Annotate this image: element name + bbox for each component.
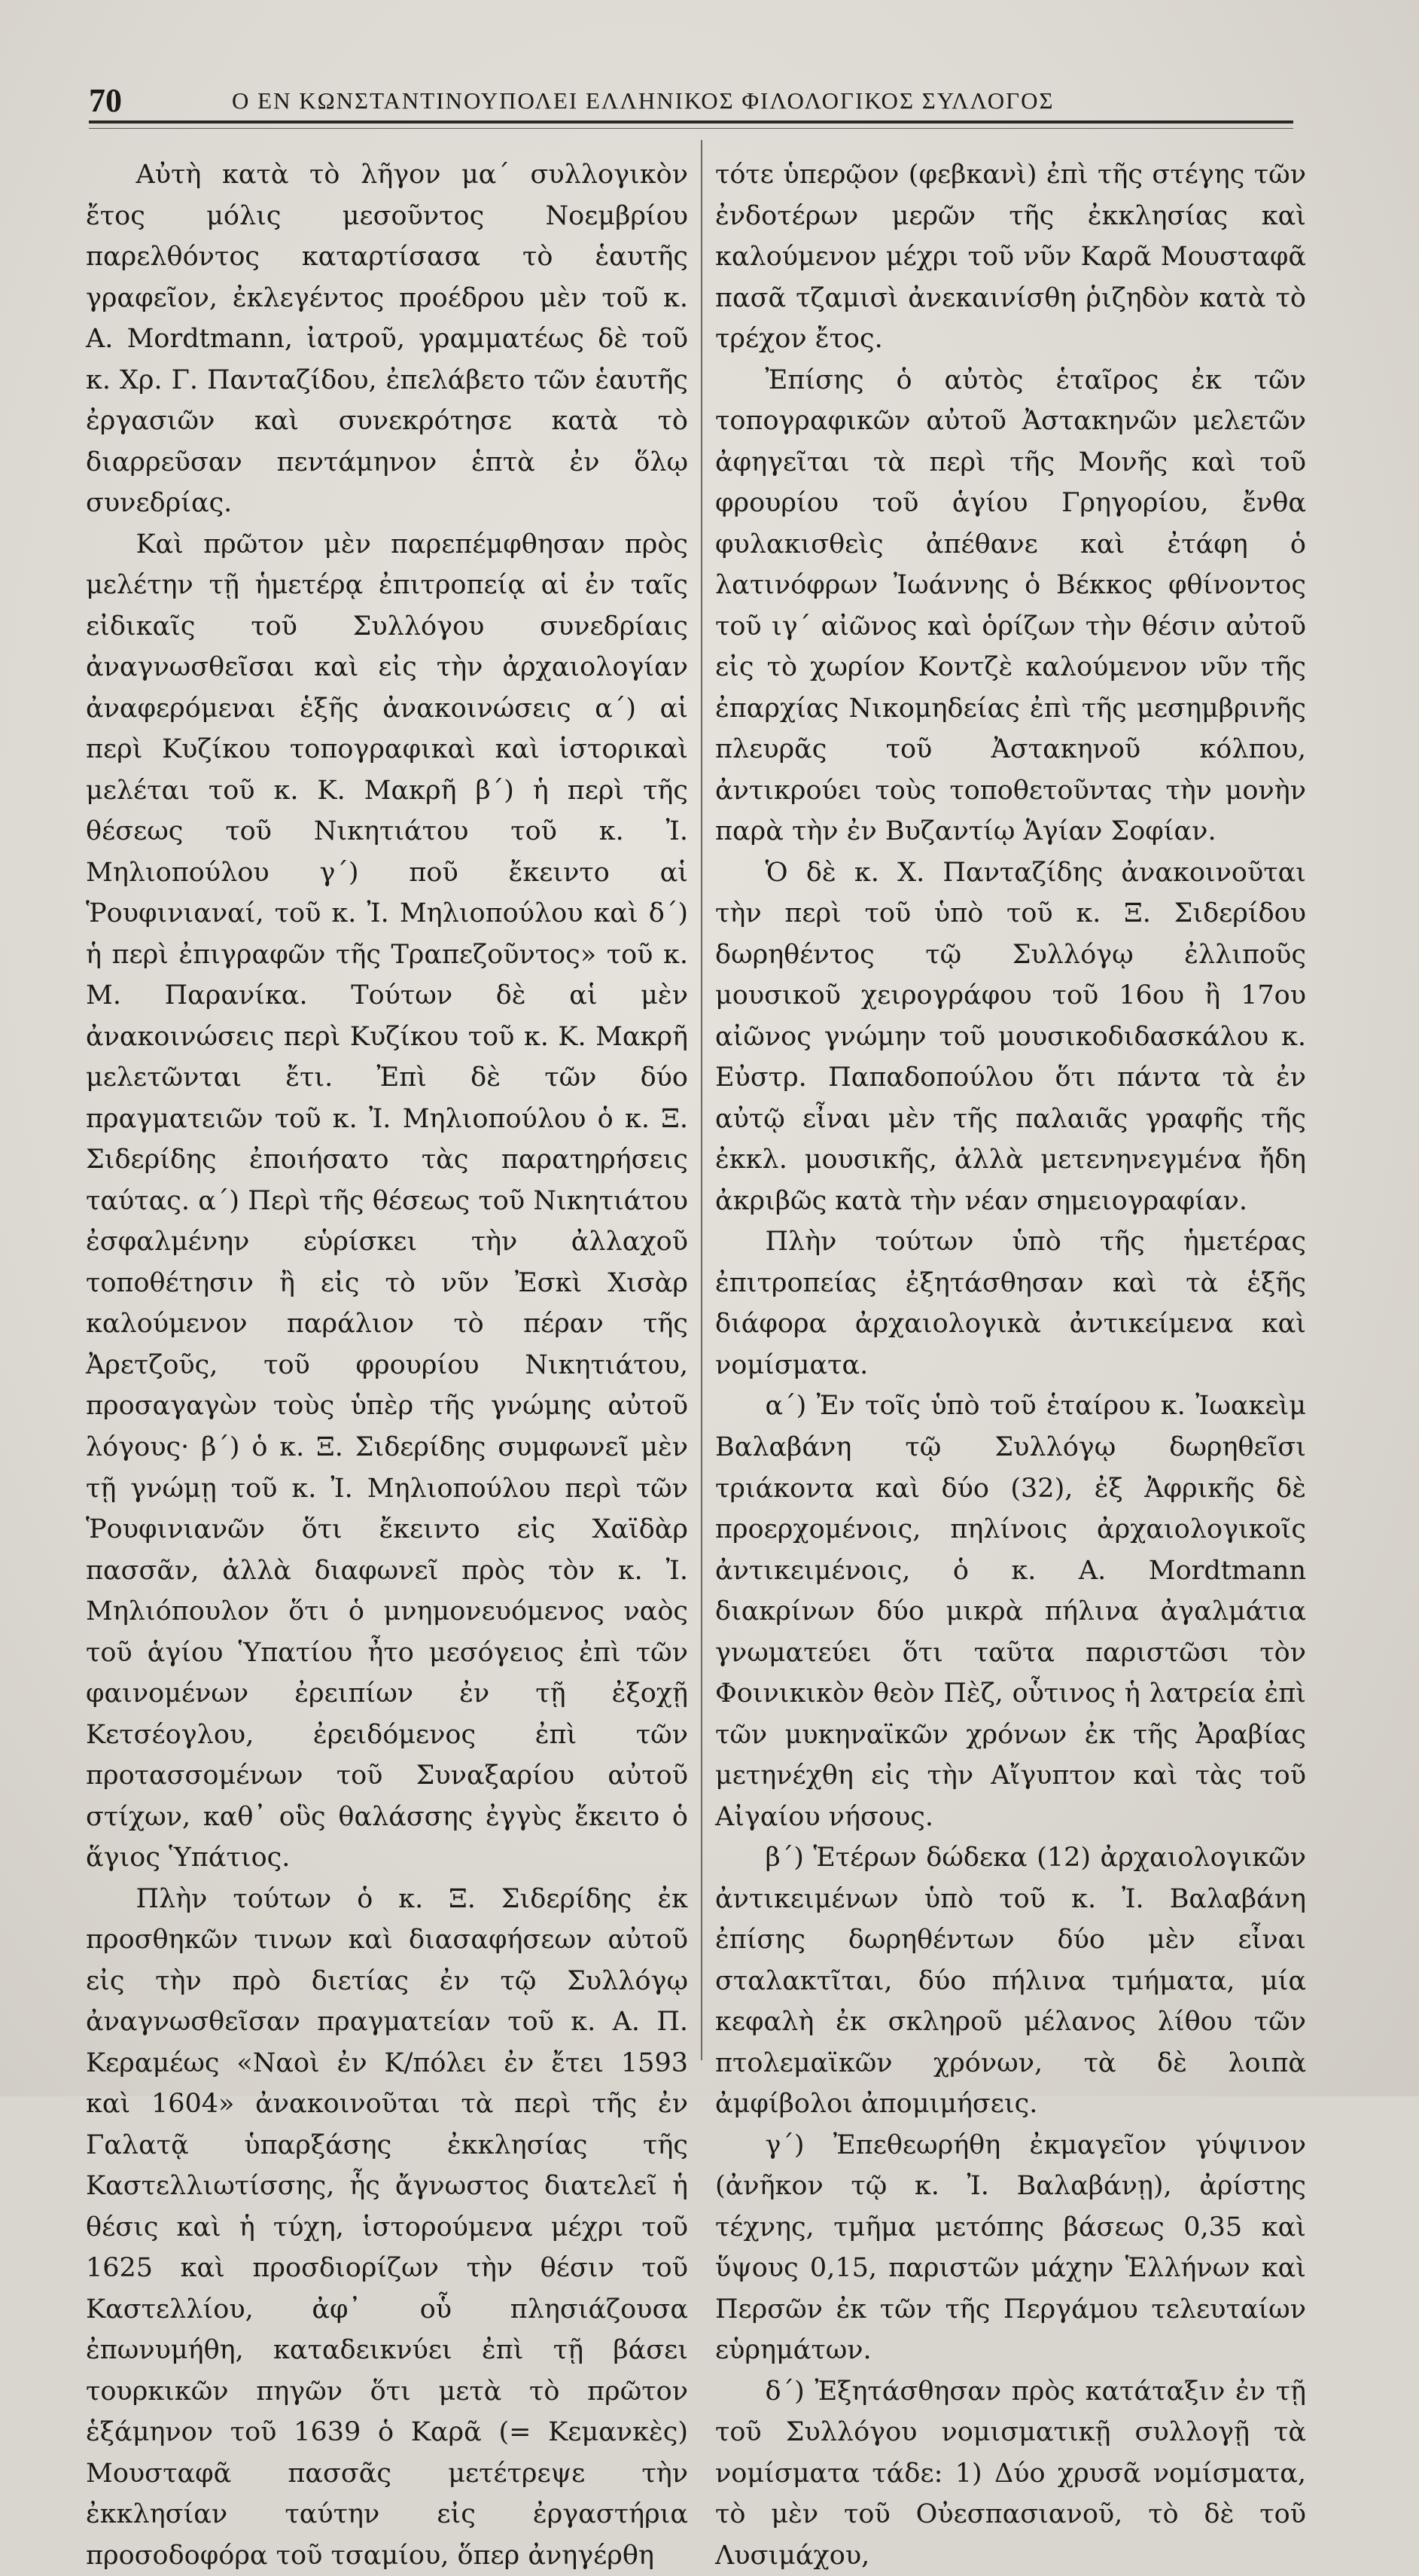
paragraph: τότε ὑπερῷον (φεβκανὶ) ἐπὶ τῆς στέγης τῶν ἐνδοτέρων μερῶν τῆς ἐκκλησίας καὶ καλούμενον μέχρι τοῦ νῦν Καρᾶ Μουσταφᾶ πασᾶ τζαμισὶ ἀνεκαινίσθη ῥιζηδὸν κατὰ τὸ τρέχον ἔτος. [715, 160, 1306, 355]
paragraph: γ΄) Ἐπεθεωρήθη ἐκμαγεῖον γύψινον (ἀνῆκον τῷ κ. Ἰ. Βαλαβάνῃ), ἀρίστης τέχνης, τμῆμα μετόπης βάσεως 0,35 καὶ ὕψους 0,15, παριστῶν μάχην Ἑλλήνων καὶ Περσῶν ἐκ τῶν τῆς Περγάμου τελευταίων εὑρημάτων. [715, 2129, 1306, 2366]
right-column [715, 154, 1306, 2576]
paragraph: α΄) Ἐν τοῖς ὑπὸ τοῦ ἑταίρου κ. Ἰωακεὶμ Βαλαβάνη τῷ Συλλόγῳ δωρηθεῖσι τριάκοντα καὶ δύο (32), ἐξ Ἀφρικῆς δὲ προερχομένοις, πηλίνοις ἀρχαιολογικοῖς ἀντικειμένοις, ὁ κ. Α. Mordtmann διακρίνων δύο μικρὰ πήλινα ἀγαλμάτια γνωματεύει ὅτι ταῦτα παριστῶσι τὸν Φοινικικὸν θεὸν Πὲζ, οὗτινος ἡ λατρεία ἐπὶ τῶν μυκηναϊκῶν χρόνων ἐκ τῆς Ἀραβίας μετηνέχθη εἰς τὴν Αἴγυπτον καὶ τὰς τοῦ Αἰγαίου νήσους. [715, 1391, 1306, 1832]
paragraph: Ἐπίσης ὁ αὐτὸς ἑταῖρος ἐκ τῶν τοπογραφικῶν αὐτοῦ Ἀστακηνῶν μελετῶν ἀφηγεῖται τὰ περὶ τῆς Μονῆς καὶ τοῦ φρουρίου τοῦ ἁγίου Γρηγορίου, ἔνθα φυλακισθεὶς ἀπέθανε καὶ ἐτάφη ὁ λατινόφρων Ἰωάννης ὁ Βέκκος φθίνοντος τοῦ ιγ΄ αἰῶνος καὶ ὁρίζων τὴν θέσιν αὐτοῦ εἰς τὸ χωρίον Κοντζὲ καλούμενον νῦν τῆς ἐπαρχίας Νικομηδείας ἐπὶ τῆς μεσημβρινῆς πλευρᾶς τοῦ Ἀστακηνοῦ κόλπου, ἀντικρούει τοὺς τοποθετοῦντας τὴν μονὴν παρὰ τὴν ἐν Βυζαντίῳ Ἁγίαν Σοφίαν. [715, 364, 1306, 847]
header-rule-thin [89, 128, 1293, 129]
running-title: Ο ΕΝ ΚΩΝΣΤΑΝΤΙΝΟΥΠΟΛΕΙ ΕΛΛΗΝΙΚΟΣ ΦΙΛΟΛΟΓΙΚΟΣ ΣΥΛΛΟΓΟΣ [232, 87, 1055, 114]
running-head [89, 81, 1278, 117]
paragraph: Πλὴν τούτων ὑπὸ τῆς ἡμετέρας ἐπιτροπείας ἐξητάσθησαν καὶ τὰ ἑξῆς διάφορα ἀρχαιολογικὰ ἀντικείμενα καὶ νομίσματα. [715, 1227, 1306, 1380]
header-rule-thick [89, 120, 1293, 123]
paragraph: Ὁ δὲ κ. Χ. Πανταζίδης ἀνακοινοῦται τὴν περὶ τοῦ ὑπὸ τοῦ κ. Ξ. Σιδερίδου δωρηθέντος τῷ Συλλόγῳ ἐλλιποῦς μουσικοῦ χειρογράφου τοῦ 16ου ἢ 17ου αἰῶνος γνώμην τοῦ μουσικοδιδασκάλου κ. Εὐστρ. Παπαδοπούλου ὅτι πάντα τὰ ἐν αὐτῷ εἶναι μὲν τῆς παλαιᾶς γραφῆς τῆς ἐκκλ. μουσικῆς, ἀλλὰ μετενηνεγμένα ἤδη ἀκριβῶς κατὰ τὴν νέαν σημειογραφίαν. [715, 857, 1306, 1216]
page-number: 70 [89, 82, 122, 119]
paragraph: β΄) Ἑτέρων δώδεκα (12) ἀρχαιολογικῶν ἀντικειμένων ὑπὸ τοῦ κ. Ἰ. Βαλαβάνη ἐπίσης δωρηθέντων δύο μὲν εἶναι σταλακτῖται, δύο πήλινα τμήματα, μία κεφαλὴ ἐκ σκληροῦ μέλανος λίθου τῶν πτολεμαϊκῶν χρόνων, τὰ δὲ λοιπὰ ἀμφίβολοι ἀπομιμήσεις. [715, 1843, 1306, 2120]
paragraph: Πλὴν τούτων ὁ κ. Ξ. Σιδερίδης ἐκ προσθηκῶν τινων καὶ διασαφήσεων αὐτοῦ εἰς τὴν πρὸ διετίας ἐν τῷ Συλλόγῳ ἀναγνωσθεῖσαν πραγματείαν τοῦ κ. Α. Π. Κεραμέως «Ναοὶ ἐν Κ/πόλει ἐν ἔτει 1593 καὶ 1604» ἀνακοινοῦται τὰ περὶ τῆς ἐν Γαλατᾷ ὑπαρξάσης ἐκκλησίας τῆς Καστελλιωτίσσης, ἧς ἄγνωστος διατελεῖ ἡ θέσις καὶ ἡ τύχη, ἱστορούμενα μέχρι τοῦ 1625 καὶ προσδιορίζων τὴν θέσιν τοῦ Καστελλίου, ἀφ᾽ οὗ πλησιάζουσα ἐπωνυμήθη, καταδεικνύει ἐπὶ τῇ βάσει τουρκικῶν πηγῶν ὅτι μετὰ τὸ πρῶτον ἑξάμηνον τοῦ 1639 ὁ Καρᾶ (= Κεμανκὲς) Μουσταφᾶ πασσᾶς μετέτρεψε τὴν ἐκκλησίαν ταύτην εἰς ἐργαστήρια προσοδοφόρα τοῦ τσαμίου, ὅπερ ἀνηγέρθη [86, 1883, 688, 2571]
paragraph: δ΄) Ἐξητάσθησαν πρὸς κατάταξιν ἐν τῇ τοῦ Συλλόγου νομισματικῇ συλλογῇ τὰ νομίσματα τάδε: 1) Δύο χρυσᾶ νομίσματα, τὸ μὲν τοῦ Οὐεσπασιανοῦ, τὸ δὲ τοῦ Λυσιμάχου, [715, 2376, 1306, 2571]
paragraph: Αὐτὴ κατὰ τὸ λῆγον μα΄ συλλογικὸν ἔτος μόλις μεσοῦντος Νοεμβρίου παρελθόντος καταρτίσασα τὸ ἑαυτῆς γραφεῖον, ἐκλεγέντος προέδρου μὲν τοῦ κ. Α. Mordtmann, ἰατροῦ, γραμματέως δὲ τοῦ κ. Χρ. Γ. Πανταζίδου, ἐπελάβετο τῶν ἑαυτῆς ἐργασιῶν καὶ συνεκρότησε κατὰ τὸ διαρρεῦσαν πεντάμηνον ἑπτὰ ἐν ὅλῳ συνεδρίας. [86, 160, 688, 519]
left-column [86, 154, 688, 2576]
paragraph: Καὶ πρῶτον μὲν παρεπέμφθησαν πρὸς μελέτην τῇ ἡμετέρᾳ ἐπιτροπείᾳ αἱ ἐν ταῖς εἰδικαῖς τοῦ Συλλόγου συνεδρίαις ἀναγνωσθεῖσαι καὶ εἰς τὴν ἀρχαιολογίαν ἀναφερόμεναι ἑξῆς ἀνακοινώσεις α΄) αἱ περὶ Κυζίκου τοπογραφικαὶ καὶ ἱστορικαὶ μελέται τοῦ κ. Κ. Μακρῆ β΄) ἡ περὶ τῆς θέσεως τοῦ Νικητιάτου τοῦ κ. Ἰ. Μηλιοπούλου γ΄) ποῦ ἔκειντο αἱ Ῥουφινιαναί, τοῦ κ. Ἰ. Μηλιοπούλου καὶ δ΄) ἡ περὶ ἐπιγραφῶν τῆς Τραπεζοῦντος» τοῦ κ. Μ. Παρανίκα. Τούτων δὲ αἱ μὲν ἀνακοινώσεις περὶ Κυζίκου τοῦ κ. Κ. Μακρῆ μελετῶνται ἔτι. Ἐπὶ δὲ τῶν δύο πραγματειῶν τοῦ κ. Ἰ. Μηλιοπούλου ὁ κ. Ξ. Σιδερίδης ἐποιήσατο τὰς παρατηρήσεις ταύτας. α΄) Περὶ τῆς θέσεως τοῦ Νικητιάτου ἐσφαλμένην εὑρίσκει τὴν ἀλλαχοῦ τοποθέτησιν ἢ εἰς τὸ νῦν Ἐσκὶ Χισὰρ καλούμενον παράλιον τὸ πέραν τῆς Ἀρετζοῦς, τοῦ φρουρίου Νικητιάτου, προσαγαγὼν τοὺς ὑπὲρ τῆς γνώμης αὐτοῦ λόγους· β΄) ὁ κ. Ξ. Σιδερίδης συμφωνεῖ μὲν τῇ γνώμῃ τοῦ κ. Ἰ. Μηλιοπούλου περὶ τῶν Ῥουφινιανῶν ὅτι ἔκειντο εἰς Χαϊδὰρ πασσᾶν, ἀλλὰ διαφωνεῖ πρὸς τὸν κ. Ἰ. Μηλιόπουλον ὅτι ὁ μνημονευόμενος ναὸς τοῦ ἁγίου Ὑπατίου ἦτο μεσόγειος ἐπὶ τῶν φαινομένων ἐρειπίων ἐν τῇ ἐξοχῇ Κετσέογλου, ἐρειδόμενος ἐπὶ τῶν προτασσομένων τοῦ Συναξαρίου αὐτοῦ στίχων, καθ᾽ οὓς θαλάσσης ἐγγὺς ἔκειτο ὁ ἅγιος Ὑπάτιος. [86, 529, 688, 1873]
column-divider [701, 140, 702, 2060]
